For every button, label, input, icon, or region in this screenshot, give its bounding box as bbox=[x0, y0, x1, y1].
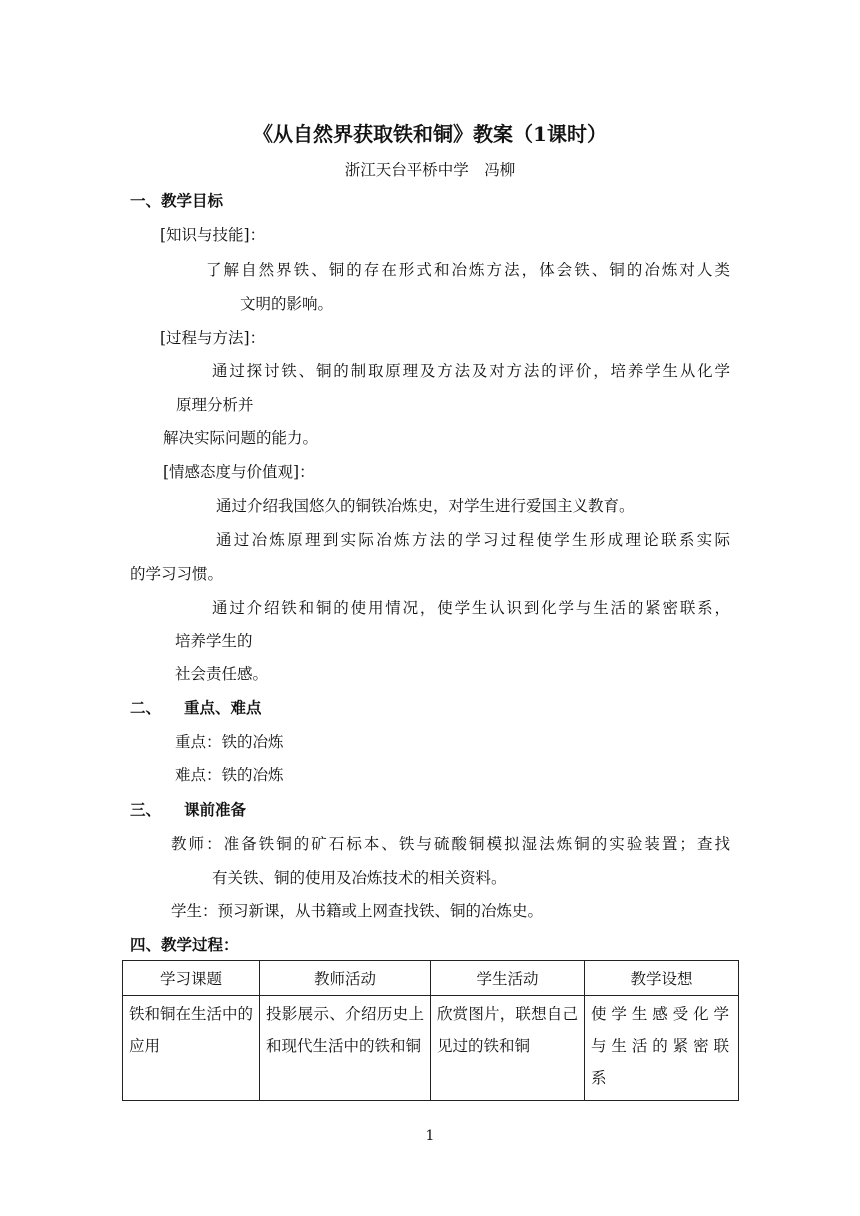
table-header-cell: 教师活动 bbox=[260, 961, 431, 996]
section-heading-objectives: 一、教学目标 bbox=[130, 191, 224, 210]
process-label: [过程与方法]： bbox=[160, 329, 266, 347]
emotion-text-p1: 通过介绍我国悠久的铜铁冶炼史，对学生进行爱国主义教育。 bbox=[216, 497, 635, 515]
table-cell: 欣赏图片，联想自己见过的铁和铜 bbox=[431, 996, 585, 1101]
table-header-row bbox=[123, 961, 739, 996]
section-heading-process: 四、教学过程： bbox=[130, 935, 239, 954]
emotion-text-p3-line2: 培养学生的 bbox=[175, 632, 253, 650]
table-header-cell: 教学设想 bbox=[585, 961, 739, 996]
teacher-prep-line2: 有关铁、铜的使用及冶炼技术的相关资料。 bbox=[212, 869, 507, 887]
table-header-cell: 学习课题 bbox=[123, 961, 260, 996]
table-header-cell: 学生活动 bbox=[431, 961, 585, 996]
emotion-text-p3-line3: 社会责任感。 bbox=[175, 665, 269, 683]
emotion-text-p3-line1: 通过介绍铁和铜的使用情况，使学生认识到化学与生活的紧密联系， bbox=[212, 599, 730, 617]
document-title: 《从自然界获取铁和铜》教案（1课时） bbox=[253, 122, 607, 146]
table-row bbox=[123, 996, 739, 1101]
section-heading-preparation: 课前准备 bbox=[184, 800, 247, 819]
process-text-line1: 通过探讨铁、铜的制取原理及方法及对方法的评价，培养学生从化学 bbox=[212, 362, 730, 380]
student-prep: 学生：预习新课，从书籍或上网查找铁、铜的冶炼史。 bbox=[171, 902, 544, 920]
emotion-label: [情感态度与价值观]： bbox=[163, 463, 315, 481]
key-point: 重点：铁的冶炼 bbox=[175, 733, 284, 751]
page-number: 1 bbox=[425, 1128, 435, 1144]
table-cell: 投影展示、介绍历史上和现代生活中的铁和铜 bbox=[260, 996, 431, 1101]
table-cell: 铁和铜在生活中的应用 bbox=[123, 996, 260, 1101]
knowledge-text-line1: 了解自然界铁、铜的存在形式和冶炼方法，体会铁、铜的冶炼对人类 bbox=[206, 261, 730, 279]
section-heading-preparation-number: 三、 bbox=[130, 800, 162, 819]
knowledge-label: [知识与技能]： bbox=[160, 226, 266, 244]
emotion-text-p2-line2: 的学习习惯。 bbox=[130, 565, 224, 583]
emotion-text-p2-line1: 通过冶炼原理到实际冶炼方法的学习过程使学生形成理论联系实际 bbox=[216, 531, 730, 549]
process-text-line2: 原理分析并 bbox=[176, 396, 254, 414]
author-line: 浙江天台平桥中学 冯柳 bbox=[344, 161, 516, 179]
section-heading-keypoints-number: 二、 bbox=[130, 698, 162, 717]
knowledge-text-line2: 文明的影响。 bbox=[240, 295, 334, 313]
table-cell: 使学生感受化学与生活的紧密联系 bbox=[585, 996, 739, 1101]
teaching-process-table bbox=[122, 960, 739, 1101]
section-heading-keypoints: 重点、难点 bbox=[184, 698, 262, 717]
process-text-line3: 解决实际问题的能力。 bbox=[163, 429, 319, 447]
difficult-point: 难点：铁的冶炼 bbox=[175, 766, 284, 784]
teacher-prep-line1: 教师：准备铁铜的矿石标本、铁与硫酸铜模拟湿法炼铜的实验装置；查找 bbox=[171, 835, 730, 853]
